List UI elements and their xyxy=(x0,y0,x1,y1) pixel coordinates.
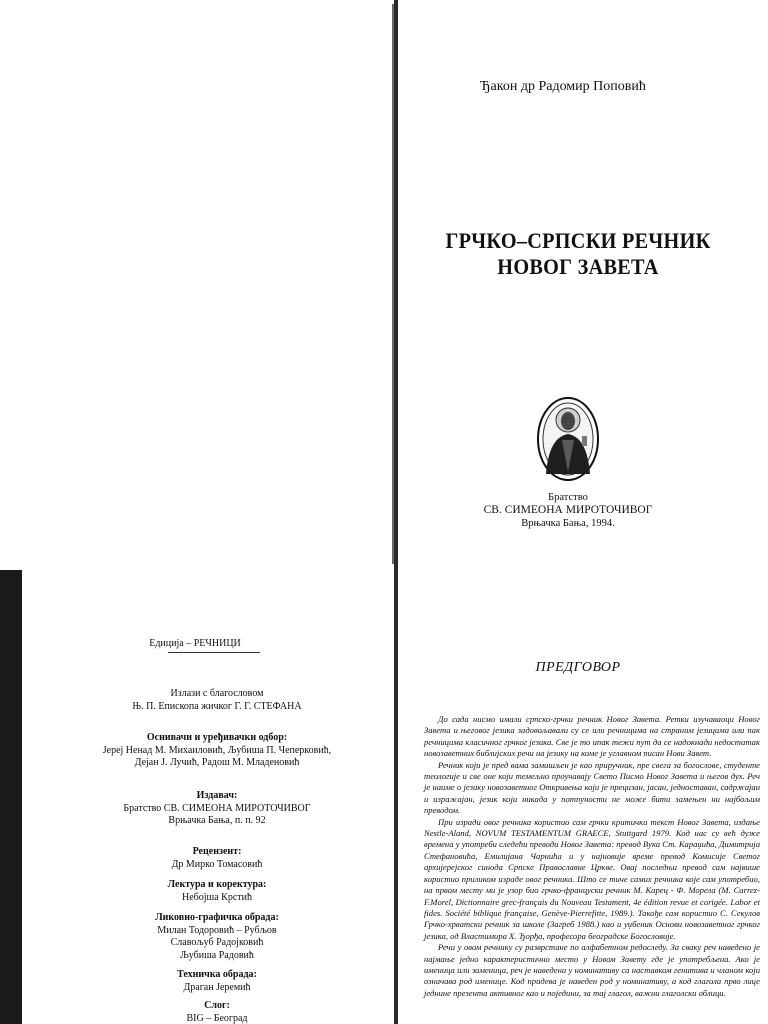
art-line-2: Славољуб Радојковић xyxy=(170,937,264,948)
book-spine xyxy=(394,0,398,1024)
blessing-line-2: Њ. П. Епископа жичког Г. Г. СТЕФАНА xyxy=(132,700,302,712)
typesetting-name: BIG – Београд xyxy=(186,1012,248,1024)
preface-body xyxy=(424,714,760,999)
preface-heading: ПРЕДГОВОР xyxy=(535,660,621,675)
proofreading-name: Небојша Крстић xyxy=(182,891,252,903)
scan-dark-edge xyxy=(0,570,22,1024)
preface-paragraph-4: Речи у овом речнику су разврстане по алфабетном редоследу. За сваку реч наведено је најмање једно карактеристично место у Новом Завету где је употребљена. Ако је именица или заменица, реч је наведена у номинативу са наставком генитива и чланом који означава род именице. Код придева је наведен род у номинативу, а код глагола прво лице једнине презента активног као и поједини, за тај глагол, важни глаголски облици. xyxy=(424,942,760,998)
edition-label: Едиција – РЕЧНИЦИ xyxy=(149,638,241,649)
imprint-page xyxy=(0,566,394,1024)
book-title xyxy=(440,228,716,280)
founders-line-2: Дејан Ј. Лучић, Радош М. Младеновић xyxy=(134,757,300,768)
blessing-line-1: Излази с благословом xyxy=(170,688,264,699)
edition-divider xyxy=(168,652,260,653)
publisher-line-2: СВ. СИМЕОНА МИРОТОЧИВОГ xyxy=(483,504,653,516)
proofreading-block xyxy=(40,879,394,904)
publisher-info-line-2: Врњачка Бања, п. п. 92 xyxy=(168,815,266,826)
preface-paragraph-3: При изради овог речника користио сам грчки критички текст Новог Завета, издање Nestle-Aland, NOVUM TESTAMENTUM GRAECE, Stuttgard 1979. Код нас су већ дуже времена у употреби следећи преводи Новог Завета: превод Вука Ст. Караџића, Димитрија Стефановића, Емилијана Чарнића и у најновије време превод Комисије Светог архијерејског синода Српске Православне Цркве. Овај последњи превод сам највише користио приликом израде овог речника. Што се тиче самих речника које сам употребио, на првом месту ми је узор био грчко-француски речник М. Карец - Ф. Морела (M. Carrez-F.Morel, Dictionnaire grec-français du Nouveau Testament, 4e édition revue et corigée. Labor et fides. Société biblique française, Genève-Pierrefitte, 1989.). Такође сам користио С. Секулов Грчко-хрватски речник за школе (Загреб 1988.) као и уџбеник Основи новозаветног грчког језика, од Властимира Х. Ђорђа, професора београдске Богословије. xyxy=(424,816,760,941)
founders-block xyxy=(40,732,394,770)
blessing-block xyxy=(40,688,394,713)
art-heading: Ликовно-графичка обрада: xyxy=(155,912,279,923)
art-line-3: Љубиша Радовић xyxy=(180,949,254,961)
blank-page-top-left xyxy=(0,0,394,566)
typesetting-block xyxy=(40,1000,394,1024)
technical-block xyxy=(40,969,394,994)
preface-page xyxy=(398,566,768,1024)
publisher-info-block xyxy=(40,790,394,828)
publisher-info-line-1: Братство СВ. СИМЕОНА МИРОТОЧИВОГ xyxy=(123,802,311,814)
saint-emblem-icon xyxy=(536,396,600,482)
founders-heading: Оснивачи и уређивачки одбор: xyxy=(146,732,288,743)
reviewer-heading: Рецензент: xyxy=(192,846,242,857)
book-spine-shadow xyxy=(392,4,394,564)
technical-heading: Техничка обрада: xyxy=(177,969,257,980)
publisher-line-1: Братство xyxy=(548,492,588,503)
publisher-heading: Издавач: xyxy=(196,790,238,801)
publisher-block xyxy=(458,491,678,530)
founders-line-1: Јереј Ненад М. Михаиловић, Љубиша П. Чеперковић, xyxy=(102,744,332,756)
technical-name: Драган Јеремић xyxy=(183,981,251,993)
typesetting-heading: Слог: xyxy=(204,1000,230,1011)
author-name: Ђакон др Радомир Поповић xyxy=(480,79,646,94)
book-title-line-1: ГРЧКО–СРПСКИ РЕЧНИК xyxy=(445,228,711,253)
preface-paragraph-2: Речник који је пред вама замишљен је као приручник, пре свега за богослове, студенте теологије и све оне који темељно проучавају Свето Писмо Новог Завета и његов дух. Реч је наиме о језику новозаветног Откривења који је прецизан, јасан, једноставан, садржајан и изражајан, језик који никада у потпуности не може бити замењен ни најбољим преводом. xyxy=(424,759,760,816)
reviewer-name: Др Мирко Томасовић xyxy=(171,858,263,870)
art-line-1: Милан Тодоровић – Рубљов xyxy=(157,924,277,936)
proofreading-heading: Лектура и коректура: xyxy=(167,879,267,890)
art-block xyxy=(40,912,394,962)
title-page xyxy=(398,0,768,566)
preface-paragraph-1: До сада нисмо имали српско-грчки речник Новог Завета. Ретки изучаваоци Новог Завета и његовог језика задовољавали су се или речницима на страним језицима или пак речницима класичног грчког језика. Све је то ипак тежи пут да се надокнади недостатак новозаветних библијских речи на језику на коме је углавном писан Нови Завет. xyxy=(424,714,760,759)
publisher-line-3: Врњачка Бања, 1994. xyxy=(521,518,615,529)
book-title-line-2: НОВОГ ЗАВЕТА xyxy=(497,254,659,279)
reviewer-block xyxy=(40,846,394,871)
